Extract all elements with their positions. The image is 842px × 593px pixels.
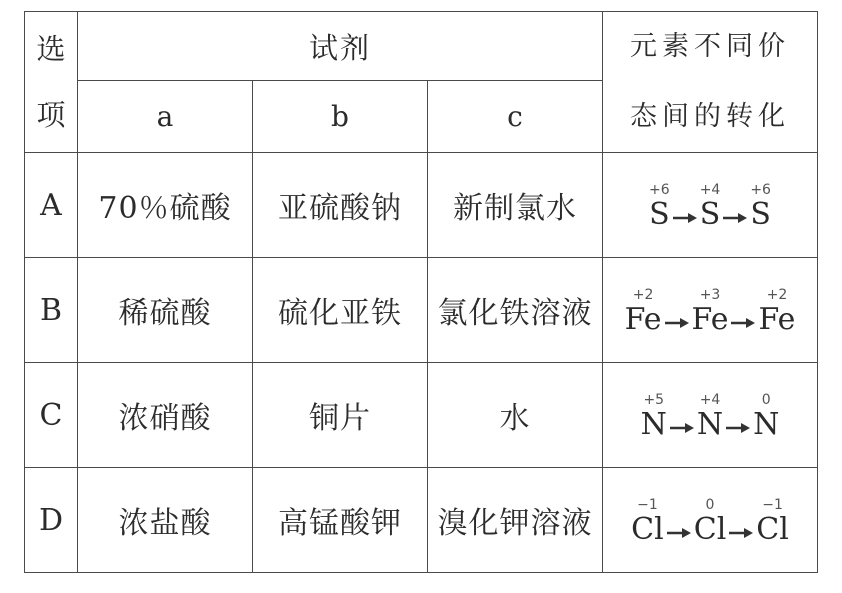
species <box>750 183 771 231</box>
element-symbol: Fe <box>691 302 729 337</box>
header-conversion-line2: 态间的转化 <box>630 101 791 132</box>
row-label: D <box>25 468 78 573</box>
arrow-icon <box>722 199 748 231</box>
table-row <box>25 258 818 363</box>
reagent-a: 浓盐酸 <box>78 468 253 573</box>
species <box>756 498 789 546</box>
header-sub-c: c <box>428 81 603 153</box>
element-symbol: Cl <box>693 512 727 547</box>
reagent-b: 高锰酸钾 <box>253 468 428 573</box>
element-symbol: Cl <box>756 512 789 547</box>
species <box>694 498 727 546</box>
header-option-line2: 项 <box>36 98 66 132</box>
arrow-icon <box>730 304 756 336</box>
element-symbol: S <box>649 197 670 232</box>
reagent-c: 新制氯水 <box>428 153 603 258</box>
reagent-b: 亚硫酸钠 <box>253 153 428 258</box>
header-conversion <box>603 12 818 153</box>
reagent-c: 氯化铁溶液 <box>428 258 603 363</box>
table-row <box>25 468 818 573</box>
element-symbol: N <box>640 407 667 442</box>
oxidation-state: +3 <box>699 287 721 303</box>
oxidation-state: −1 <box>762 497 783 513</box>
header-conversion-line1: 元素不同价 <box>630 31 791 62</box>
element-symbol: Cl <box>631 512 664 547</box>
arrow-icon <box>666 514 692 546</box>
table-row <box>25 363 818 468</box>
header-option-line1: 选 <box>36 32 66 66</box>
species <box>625 288 662 336</box>
oxidation-state: +2 <box>632 287 654 303</box>
oxidation-state: +2 <box>766 287 788 303</box>
element-symbol: S <box>750 197 771 232</box>
oxidation-state: −1 <box>637 497 658 513</box>
element-symbol: Fe <box>758 302 796 337</box>
reagent-c: 水 <box>428 363 603 468</box>
oxidation-state: +6 <box>649 182 670 198</box>
arrow-icon <box>672 199 698 231</box>
conversion-chain <box>641 393 780 441</box>
row-label: A <box>25 153 78 258</box>
species <box>697 393 723 441</box>
reagent-b: 硫化亚铁 <box>253 258 428 363</box>
element-symbol: Fe <box>624 302 662 337</box>
conversion-cell <box>603 258 818 363</box>
reagent-a: 70％硫酸 <box>78 153 253 258</box>
header-sub-a: a <box>78 81 253 153</box>
oxidation-state: +6 <box>750 182 771 198</box>
species <box>758 288 795 336</box>
species <box>641 393 667 441</box>
arrow-icon <box>669 409 695 441</box>
species <box>692 288 729 336</box>
row-label: C <box>25 363 78 468</box>
conversion-cell <box>603 153 818 258</box>
reagent-a: 浓硝酸 <box>78 363 253 468</box>
oxidation-state: +4 <box>699 392 721 408</box>
header-option <box>25 12 78 153</box>
element-symbol: N <box>696 407 724 442</box>
oxidation-state: +5 <box>643 392 665 408</box>
species <box>649 183 670 231</box>
oxidation-state: +4 <box>699 182 721 198</box>
conversion-chain <box>631 498 789 546</box>
arrow-icon <box>728 514 754 546</box>
species <box>753 393 779 441</box>
conversion-cell <box>603 468 818 573</box>
species <box>700 183 721 231</box>
reagent-c: 溴化钾溶液 <box>428 468 603 573</box>
oxidation-state: 0 <box>761 392 771 408</box>
reagent-table <box>24 11 818 573</box>
conversion-chain <box>625 288 796 336</box>
row-label: B <box>25 258 78 363</box>
reagent-b: 铜片 <box>253 363 428 468</box>
table-row <box>25 153 818 258</box>
arrow-icon <box>664 304 690 336</box>
element-symbol: S <box>699 197 721 232</box>
oxidation-state: 0 <box>705 497 715 513</box>
species <box>631 498 664 546</box>
element-symbol: N <box>753 407 780 442</box>
conversion-cell <box>603 363 818 468</box>
header-reagent: 试剂 <box>78 12 603 81</box>
conversion-chain <box>649 183 771 231</box>
arrow-icon <box>725 409 751 441</box>
header-sub-b: b <box>253 81 428 153</box>
reagent-a: 稀硫酸 <box>78 258 253 363</box>
